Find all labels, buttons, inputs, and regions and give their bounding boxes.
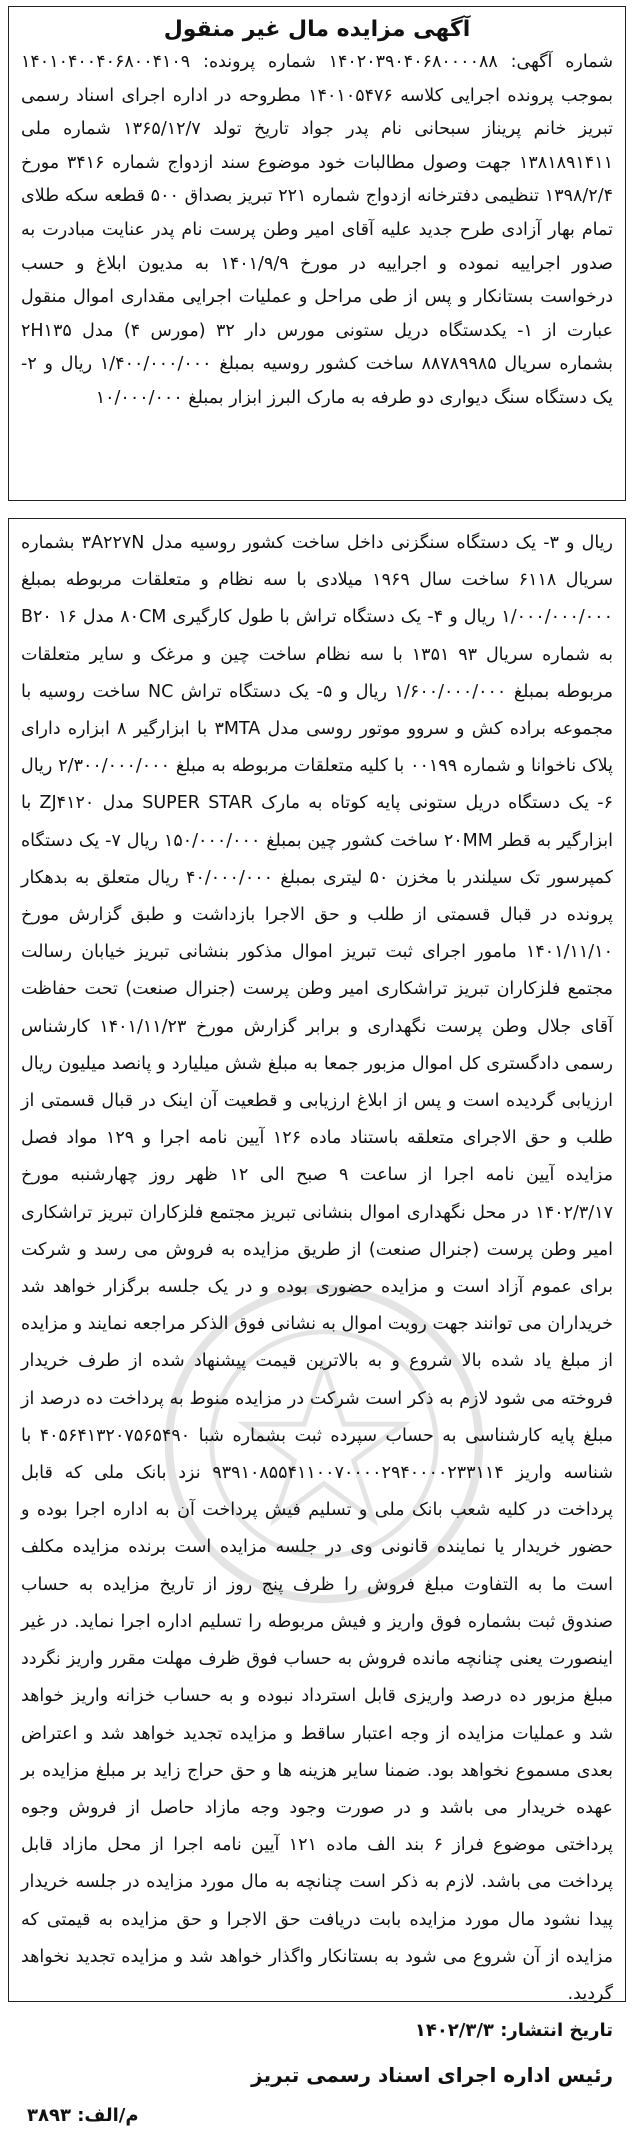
publish-date-line xyxy=(9,2013,625,2049)
publish-date-label: تاریخ انتشار: xyxy=(500,2020,613,2042)
notice-paragraph-2: ریال و ۳- یک دستگاه سنگزنی داخل ساخت کشور روسیه مدل ۳A۲۲۷N بشماره سریال ۶۱۱۸ ساخت سال ۱۹۶۹ میلادی با سه نظام و متعلقات مربوطه بمبلغ ۱/۰۰۰/۰۰۰/۰۰۰ ریال و ۴- یک دستگاه تراش با طول کارگیری ۸۰CM مدل ۱۶ B۲۰ به شماره سریال ۹۳ ۱۳۵۱ با سه نظام ساخت چین و مرغک و سایر متعلقات مربوطه بمبلغ ۱/۶۰۰/۰۰۰/۰۰۰ ریال و ۵- یک دستگاه تراش NC ساخت روسیه با مجموعه براده کش و سروو موتور روسی مدل ۳MTA با ابزارگیر ۸ ابزاره دارای پلاک ناخوانا و شماره ۰۰۱۹۹ با کلیه متعلقات مربوطه به مبلغ ۲/۳۰۰/۰۰۰/۰۰۰ ریال ۶- یک دستگاه دریل ستونی پایه کوتاه به مارک SUPER STAR مدل ZJ۴۱۲۰ با ابزارگیر به قطر ۲۰MM ساخت کشور چین بمبلغ ۱۵۰/۰۰۰/۰۰۰ ریال ۷- یک دستگاه کمپرسور تک سیلندر با مخزن ۵۰ لیتری بمبلغ ۴۰/۰۰۰/۰۰۰ ریال متعلق به بدهکار پرونده در قبال قسمتی از طلب و حق الاجرا بازداشت و طبق گزارش مورخ ۱۴۰۱/۱۱/۱۰ مامور اجرای ثبت تبریز اموال مذکور بنشانی تبریز خیابان رسالت مجتمع فلزکاران تبریز تراشکاری امیر وطن پرست (جنرال صنعت) تحت حفاظت آقای جلال وطن پرست نگهداری و برابر گزارش مورخ ۱۴۰۱/۱۱/۲۳ کارشناس رسمی دادگستری کل اموال مزبور جمعا به مبلغ شش میلیارد و پانصد میلیون ریال ارزیابی گردیده است و پس از ابلاغ ارزیابی و قطعیت آن اینک در قبال قسمتی از طلب و حق الاجرای متعلقه باستناد ماده ۱۲۶ آیین نامه اجرا و ۱۲۹ مواد فصل مزایده آیین نامه اجرا از ساعت ۹ صبح الی ۱۲ ظهر روز چهارشنبه مورخ ۱۴۰۲/۳/۱۷ در محل نگهداری اموال بنشانی تبریز مجتمع فلزکاران تبریز تراشکاری امیر وطن پرست (جنرال صنعت) از طریق مزایده به فروش می رسد و شرکت برای عموم آزاد است و مزایده حضوری بوده و در یک جلسه برگزار خواهد شد خریداران می توانند جهت رویت اموال به نشانی فوق الذکر مراجعه نمایند و مزایده از مبلغ یاد شده بالا شروع و به بالاترین قیمت پیشنهاد شده از طرف خریدار فروخته می شود لازم به ذکر است شرکت در مزایده منوط به پرداخت ده درصد از مبلغ پایه کارشناسی به حساب سپرده ثبت بشماره شبا ۴۰۵۶۴۱۳۲۰۷۵۶۵۴۹۰ با شناسه واریز ۹۳۹۱۰۸۵۵۴۱۱۰۰۷۰۰۰۰۲۹۴۰۰۰۰۲۳۳۱۱۴ نزد بانک ملی که قابل پرداخت در کلیه شعب بانک ملی و تسلیم فیش پرداخت آن به اداره اجرا بوده و حضور خریدار یا نماینده قانونی وی در جلسه مزایده است برنده مزایده مکلف است ما به التفاوت مبلغ فروش را ظرف پنج روز از تاریخ مزایده به حساب صندوق ثبت بشماره فوق واریز و فیش مربوطه را تسلیم اداره اجرا نماید. در غیر اینصورت یعنی چنانچه مانده فروش به حساب فوق ظرف مهلت مقرر واریز نگردد مبلغ مزبور ده درصد واریزی قابل استرداد نبوده و به حساب خزانه واریز خواهد شد و عملیات مزایده از وجه اعتبار ساقط و مزایده تجدید خواهد شد و اعتراض بعدی مسموع نخواهد بود. ضمنا سایر هزینه ها و حق حراج زاید بر مبلغ مزایده بر عهده خریدار می باشد و در صورت وجود وجه مازاد حاصل از فروش وجوه پرداختی موضوع فراز ۶ بند الف ماده ۱۲۱ آیین نامه اجرا از محل مازاد قابل پرداخت می باشد. لازم به ذکر است چنانچه به مال مورد مزایده در جلسه خریدار پیدا نشود مال مورد مزایده بابت دریافت حق الاجرا و حق مزایده به قیمتی که مزایده از آن شروع می شود به بستانکار واگذار خواهد شد و مزایده تجدید نخواهد گردید. xyxy=(21,533,614,2004)
reference-number: ۳۸۹۳ xyxy=(27,2105,71,2127)
notice-box-top xyxy=(8,6,626,501)
notice-title: آگهی مزایده مال غیر منقول xyxy=(163,17,471,42)
signer-title: رئیس اداره اجرای اسناد رسمی تبریز xyxy=(251,2063,613,2088)
notice-paragraph-1: شماره آگهی: ۱۴۰۲۰۳۹۰۴۰۶۸۰۰۰۰۸۸ شماره پرونده: ۱۴۰۱۰۴۰۰۴۰۶۸۰۰۴۱۰۹ بموجب پرونده اجرایی کلاسه ۱۴۰۱۰۵۴۷۶ مطروحه در اداره اجرای اسناد رسمی تبریز خانم پریناز سبحانی نام پدر جواد تاریخ تولد ۱۳۶۵/۱۲/۷ شماره ملی ۱۳۸۱۸۹۱۴۱۱ جهت وصول مطالبات خود موضوع سند ازدواج شماره ۳۴۱۶ مورخ ۱۳۹۸/۲/۴ تنظیمی دفترخانه ازدواج شماره ۲۲۱ تبریز بصداق ۵۰۰ قطعه سکه طلای تمام بهار آزادی طرح جدید علیه آقای امیر وطن پرست نام پدر عنایت مبادرت به صدور اجراییه نموده و اجراییه در مورخ ۱۴۰۱/۹/۹ به مدیون ابلاغ و حسب درخواست بستانکار و پس از طی مراحل و عملیات اجرایی مقداری اموال منقول عبارت از ۱- یکدستگاه دریل ستونی مورس دار ۳۲ (مورس ۴) مدل ۲H۱۳۵ بشماره سریال ۸۸۷۸۹۹۸۵ ساخت کشور روسیه بمبلغ ۱/۴۰۰/۰۰۰/۰۰۰ ریال و ۲- یک دستگاه سنگ دیواری دو طرفه به مارک البرز ابزار بمبلغ ۱۰/۰۰۰/۰۰۰ xyxy=(21,52,614,408)
publish-date: ۱۴۰۲/۳/۳ xyxy=(414,2020,494,2042)
notice-box-bottom xyxy=(8,518,626,2127)
reference-label: م/الف: xyxy=(77,2105,139,2127)
reference-line xyxy=(9,2099,625,2133)
